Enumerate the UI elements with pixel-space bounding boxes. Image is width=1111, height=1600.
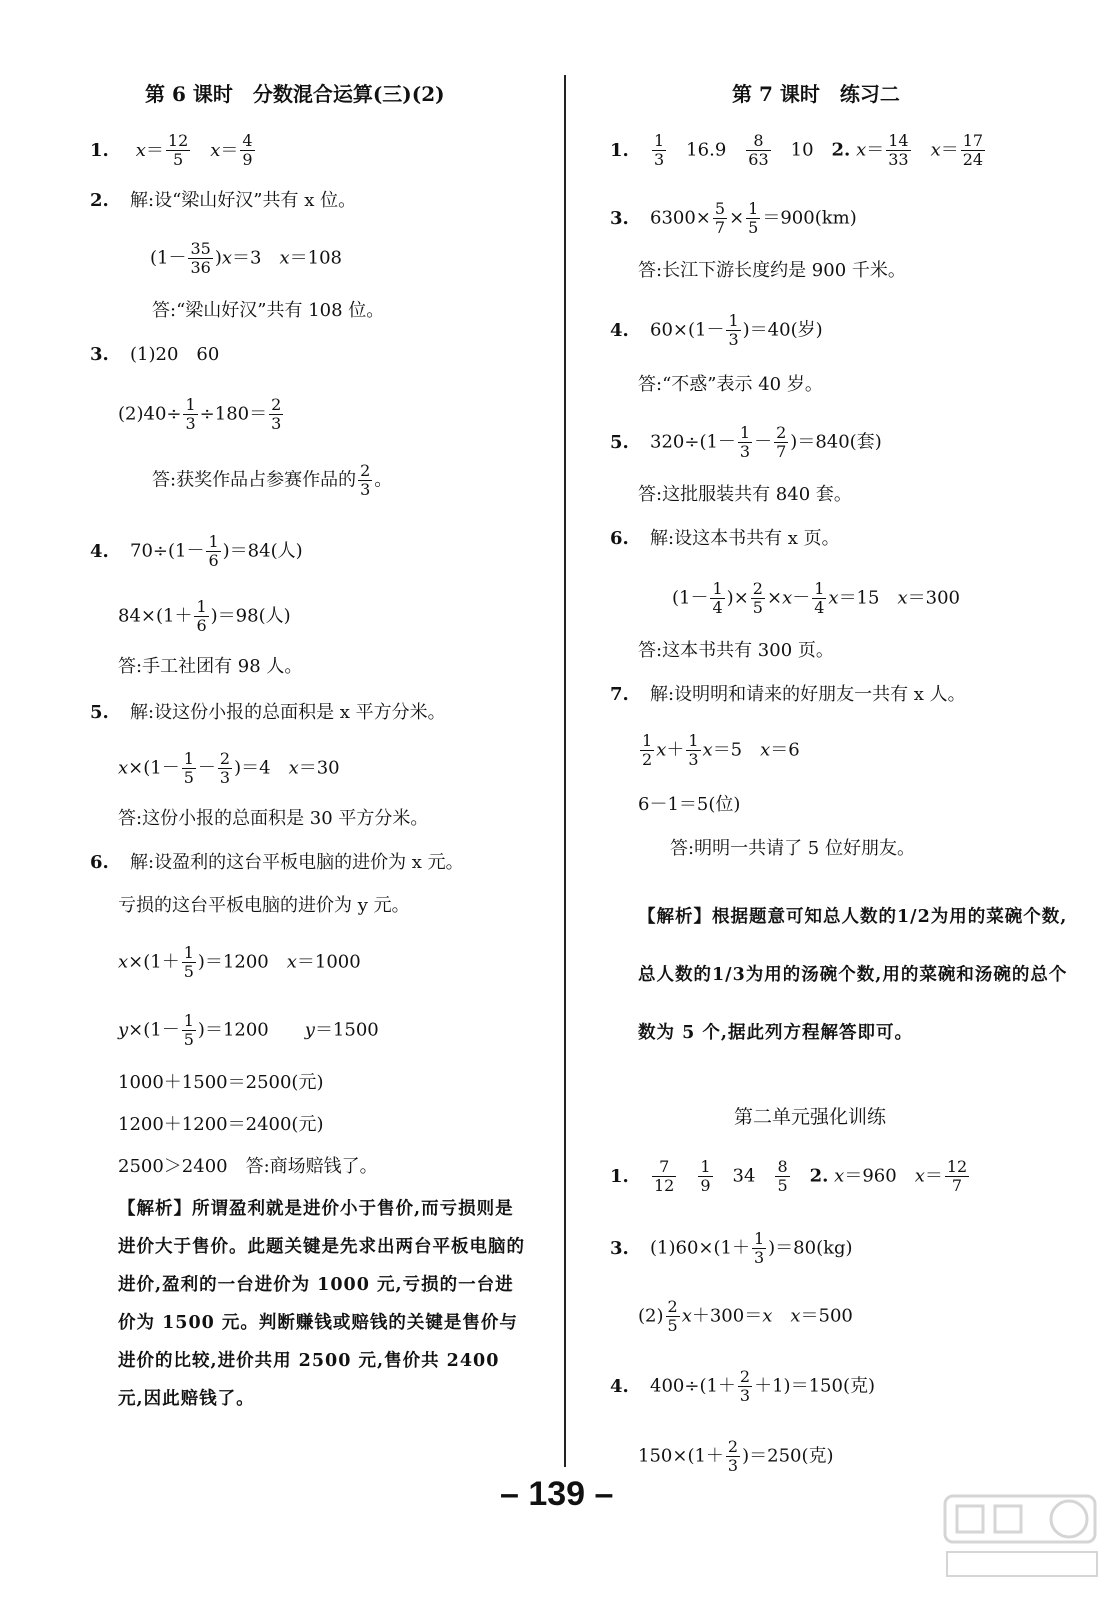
lesson-6-heading: 第 6 课时 分数混合运算(三)(2) [145,82,445,106]
left-q2-answer: 答:“梁山好汉”共有 108 位。 [152,300,385,321]
q1-answer: x＝ $\frac{12}{5}$ x＝ $\frac{4}{9}$ [135,131,253,169]
question-number: 3. [90,344,109,365]
question-number: 1. [90,139,109,161]
question-number: 7. [610,684,629,705]
left-q2-equation: (1－ $\frac{35}{36}$ )x＝3 x＝108 [150,239,342,277]
left-q6-intro: 6. 解:设盈利的这台平板电脑的进价为 x 元。 [90,850,464,876]
question-number: 4. [610,1375,629,1397]
right-q7-answer: 答:明明一共请了 5 位好朋友。 [670,838,915,859]
question-number: 2. [90,190,109,211]
left-q6-eq4: 1200＋1200＝2400(元) [118,1114,324,1135]
right-q7-eq1: $\frac{1}{2}$ x＋ $\frac{1}{3}$ x＝5 x＝6 [642,731,800,769]
watermark-logo [943,1492,1103,1582]
question-number: 2. [809,1165,829,1187]
left-q6-eq5: 2500＞2400 答:商场赔钱了。 [118,1156,378,1177]
unit-q4-eq2: 150×(1＋ $\frac{2}{3}$ )＝250(克) [638,1437,834,1475]
right-q5-answer: 答:这批服装共有 840 套。 [638,484,852,505]
question-number: 1. [610,1165,629,1187]
question-number: 2. [831,139,851,161]
left-q6-eq3: 1000＋1500＝2500(元) [118,1072,324,1093]
left-q6-analysis: 【解析】所谓盈利就是进价小于售价,而亏损则是进价大于售价。此题关键是先求出两台平板电脑的进价,盈利的一台进价为 1000 元,亏损的一台进价为 1500 元。判断赚钱或赔钱的关键是售价与进价的比较,进价共用 2500 元,售价共 2400 元,因此赔钱了。 [118,1199,525,1409]
left-q4-eq2: 84×(1＋ $\frac{1}{6}$ )＝98(人) [118,597,291,635]
left-q3-part2: (2)40÷ $\frac{1}{3}$ ÷180＝ $\frac{2}{3}$ [118,395,282,433]
unit-q3-part1: 3. (1)60×(1＋ $\frac{1}{3}$ )＝80(kg) [610,1229,853,1267]
question-number: 3. [610,207,629,229]
left-q5-intro: 5. 解:设这份小报的总面积是 x 平方分米。 [90,700,446,726]
right-q3-answer: 答:长江下游长度约是 900 千米。 [638,260,906,281]
right-q7-eq2: 6－1＝5(位) [638,794,741,815]
question-number: 6. [90,852,109,873]
question-number: 5. [90,702,109,723]
unit-q4-eq1: 4. 400÷(1＋ $\frac{2}{3}$ ＋1)＝150(克) [610,1367,875,1405]
left-q6-eq2: y×(1－ $\frac{1}{5}$ )＝1200 y＝1500 [118,1011,379,1049]
left-q4-answer: 答:手工社团有 98 人。 [118,656,303,677]
unit-2-heading: 第二单元强化训练 [734,1106,887,1128]
lesson-7-heading: 第 7 课时 练习二 [732,82,900,106]
right-q6-intro: 6. 解:设这本书共有 x 页。 [610,526,840,552]
left-q2-intro: 2. 解:设“梁山好汉”共有 x 位。 [90,188,356,214]
left-q3-part1: 3. (1)20 60 [90,342,219,368]
right-q3-eq: 3. 6300× $\frac{5}{7}$ × $\frac{1}{5}$ ＝900(km) [610,199,857,237]
right-q6-answer: 答:这本书共有 300 页。 [638,640,834,661]
question-number: 4. [90,540,109,562]
left-q3-answer: 答:获奖作品占参赛作品的 $\frac{2}{3}$ 。 [152,461,393,499]
question-number: 3. [610,1237,629,1259]
column-divider [564,75,566,1467]
question-number: 4. [610,319,629,341]
page-number: – 139 – [500,1475,614,1513]
unit-q1-q2: 1. $\frac{7}{12}$ $\frac{1}{9}$ 34 $\frac{8}{5}$ 2. x＝960 x＝ $\frac{12}{7}$ [610,1157,968,1195]
unit-q3-part2: (2) $\frac{2}{5}$ x＋300＝x x＝500 [638,1297,853,1335]
right-q7-analysis: 【解析】根据题意可知总人数的1/2为用的菜碗个数,总人数的1/3为用的汤碗个数,用的菜碗和汤碗的总个数为 5 个,据此列方程解答即可。 [638,907,1068,1043]
question-number: 5. [610,431,629,453]
right-q6-eq: (1－ $\frac{1}{4}$ )× $\frac{2}{5}$ ×x－ $\frac{1}{4}$ x＝15 x＝300 [672,579,960,617]
left-q5-answer: 答:这份小报的总面积是 30 平方分米。 [118,808,429,829]
left-q1 [90,132,257,169]
question-number: 6. [610,528,629,549]
right-q4-answer: 答:“不惑”表示 40 岁。 [638,374,823,395]
left-q4-eq1: 4. 70÷(1－ $\frac{1}{6}$ )＝84(人) [90,532,303,570]
right-q4-eq: 4. 60×(1－ $\frac{1}{3}$ )＝40(岁) [610,311,823,349]
right-q7-intro: 7. 解:设明明和请来的好朋友一共有 x 人。 [610,682,966,708]
right-q1-q2: 1. $\frac{1}{3}$ 16.9 $\frac{8}{63}$ 10 2. x＝ $\frac{14}{33}$ x＝ $\frac{17}{24}$ [610,131,984,169]
left-q5-equation: x×(1－ $\frac{1}{5}$ － $\frac{2}{3}$ )＝4 x＝30 [118,749,340,787]
question-number: 1. [610,139,629,161]
left-q6-intro2: 亏损的这台平板电脑的进价为 y 元。 [118,895,410,916]
right-q5-eq: 5. 320÷(1－ $\frac{1}{3}$ － $\frac{2}{7}$ )＝840(套) [610,423,882,461]
left-q6-eq1: x×(1＋ $\frac{1}{5}$ )＝1200 x＝1000 [118,943,361,981]
